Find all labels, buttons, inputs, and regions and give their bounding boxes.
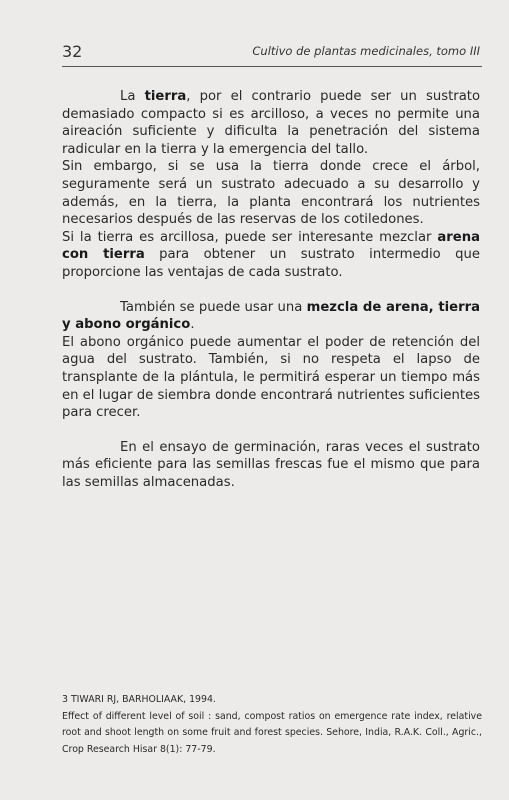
paragraph-mezcla xyxy=(62,299,480,334)
page-number: 32 xyxy=(62,42,83,61)
paragraph-ensayo: En el ensayo de germinación, raras veces el sustrato más eficiente para las semillas frescas fue el mismo que para las semillas almacenadas. xyxy=(62,439,480,490)
footnote xyxy=(62,692,482,758)
footnote-text: Effect of different level of soil : sand, compost ratios on emergence rate index, relative root and shoot length on some fruit and forest species. Sehore, India, R.A.K. Coll., Agric., Crop Research Hisar 8(1): 77-79. xyxy=(62,710,482,755)
bold-term-tierra: tierra xyxy=(144,89,187,104)
text-span: para obtener un sustrato intermedio que proporcione las ventajas de cada sustrato. xyxy=(62,247,480,280)
running-title: Cultivo de plantas medicinales, tomo III xyxy=(252,44,480,58)
paragraph-tierra xyxy=(62,88,480,158)
header-rule xyxy=(62,66,482,67)
paragraph-abono: El abono orgánico puede aumentar el poder de retención del agua del sustrato. También, si no respeta el lapso de transplante de la plántula, le permitirá esperar un tiempo más en el lugar de siembra donde encontrará nutrientes suficientes para crecer. xyxy=(62,334,480,421)
text-span: , por el contrario puede ser un sustrato demasiado compacto si es arcilloso, a veces no permite una aireación suficiente y dificulta la penetración del sistema radicular en la tierra y la emergencia del tallo. xyxy=(62,89,481,157)
paragraph-sin-embargo: Sin embargo, si se usa la tierra donde crece el árbol, seguramente será un sustrato adecuado a su desarrollo y además, en la tierra, la planta encontrará los nutrientes necesarios después de las reservas de los cotiledones. xyxy=(62,159,480,228)
body-text xyxy=(62,88,480,491)
bold-term-mezcla: mezcla de arena, tierra y abono orgánico xyxy=(62,299,481,333)
text-span: También se puede usar una xyxy=(120,299,307,315)
paragraph-arcillosa xyxy=(62,229,480,282)
text-span: . xyxy=(190,317,195,333)
footnote-reference: 3 TIWARI RJ, BARHOLIAAK, 1994. xyxy=(62,694,216,705)
text-span: Si la tierra es arcillosa, puede ser interesante mezclar xyxy=(62,229,438,245)
page-header xyxy=(62,42,480,62)
bold-term-arena-con-tierra: arena con tierra xyxy=(62,229,480,263)
text-span: La xyxy=(120,89,145,104)
